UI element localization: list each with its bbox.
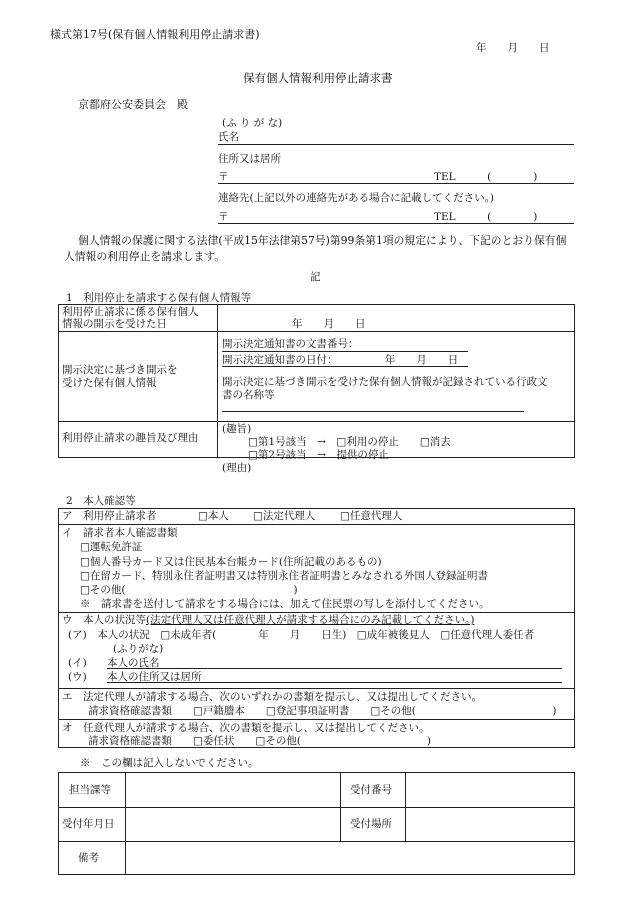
purpose-option-2[interactable]: □第2号該当 → 提供の停止 [248, 449, 389, 461]
addressee: 京都府公安委員会 殿 [78, 98, 188, 111]
doc-number-field[interactable] [222, 351, 468, 352]
id-doc-option[interactable]: □個人番号カード又は住民基本台帳カード(住所記載のあるもの) [80, 556, 382, 568]
receipt-number-label: 受付番号 [350, 784, 392, 796]
voluntary-agent-label: オ 任意代理人が請求する場合、次の書類を提示し、又は提出してください。 [62, 722, 430, 734]
intro-line-1: 個人情報の保護に関する法律(平成15年法律第57号)第99条第1項の規定により、下記のとおり保有個 [78, 234, 567, 247]
shushi-label: (趣旨) [222, 423, 252, 435]
voluntary-agent-docs[interactable]: 請求資格確認書類 □委任状 □その他( ) [88, 735, 432, 747]
id-doc-option[interactable]: □在留カード、特別永住者証明書又は特別永住者証明書とみなされる外国人登録証明書 [80, 570, 488, 582]
contact-label: 連絡先(上記以外の連絡先がある場合に記載してください。) [218, 192, 494, 204]
page-title: 保有個人情報利用停止請求書 [243, 71, 393, 85]
tel-label: TEL ( ) [434, 171, 538, 183]
furigana-label: (ふ り が な) [222, 117, 283, 129]
doc-date-field[interactable] [222, 366, 468, 367]
row2-label-2: 受けた保有個人情報 [62, 377, 157, 389]
postal-mark-2: 〒 [218, 211, 229, 223]
principal-address-label: 本人の住所又は居所 [107, 671, 202, 683]
receipt-place-label: 受付場所 [350, 818, 392, 830]
row1-date[interactable]: 年 月 日 [292, 318, 366, 330]
id-doc-note: ※ 請求書を送付して請求をする場合には、加えて住民票の写しを添付してください。 [80, 598, 490, 610]
doc-date-label: 開示決定通知書の日付： 年 月 日 [222, 354, 459, 366]
row1-label-1: 利用停止請求に係る保有個人 [62, 306, 199, 318]
doc-name-field[interactable] [222, 411, 524, 412]
principal-name-label: 本人の氏名 [107, 657, 160, 669]
id-doc-option[interactable]: □運転免許証 [80, 541, 143, 553]
form-number: 様式第17号(保有個人情報利用停止請求書) [50, 28, 260, 41]
section1-heading: 1 利用停止を請求する保有個人情報等 [66, 292, 252, 304]
contact-field[interactable] [218, 223, 574, 224]
requester-type-self[interactable]: □本人 [198, 510, 229, 522]
ki-mark: 記 [310, 271, 321, 283]
id-docs-label: イ 請求者本人確認書類 [62, 527, 178, 539]
office-use-table [58, 772, 575, 875]
dept-label: 担当課等 [69, 784, 111, 796]
legal-agent-docs[interactable]: 請求資格確認書類 □戸籍謄本 □登記事項証明書 □その他( ) [88, 705, 557, 717]
principal-status-options[interactable]: (ア) 本人の状況 □未成年者( 年 月 日生) □成年被後見人 □任意代理人委任者 [68, 629, 535, 641]
name-label: 氏名 [218, 131, 239, 143]
purpose-option-1[interactable]: □第1号該当 → □利用の停止 □消去 [248, 436, 451, 448]
intro-line-2: 人情報の利用停止を請求します。 [64, 250, 226, 263]
requester-type-legal[interactable]: □法定代理人 [253, 510, 316, 522]
name-field[interactable] [218, 144, 574, 145]
address-field[interactable] [218, 183, 574, 184]
requester-type-label: ア 利用停止請求者 [62, 510, 157, 522]
principal-address-field[interactable] [107, 682, 562, 683]
principal-furigana-label: (ふりがな) [113, 643, 164, 655]
riyu-label: (理由) [222, 462, 252, 474]
id-doc-option[interactable]: □その他( ) [80, 584, 298, 596]
date-line: 年 月 日 [476, 42, 550, 54]
section2-heading: 2 本人確認等 [66, 495, 136, 507]
doc-desc-1: 開示決定に基づき開示を受けた保有個人情報が記録されている行政文 [222, 376, 548, 388]
doc-number-label: 開示決定通知書の文書番号： [222, 338, 359, 350]
principal-name-prefix: (イ) [68, 657, 87, 669]
address-label: 住所又は居所 [218, 153, 281, 165]
doc-desc-2: 書の名称等 [222, 389, 275, 401]
row2-label-1: 開示決定に基づき開示を [62, 364, 178, 376]
principal-status-label: ウ 本人の状況等(法定代理人又は任意代理人が請求する場合にのみ記載してください。) [62, 614, 475, 626]
tel-label-2: TEL ( ) [434, 211, 538, 223]
principal-name-field[interactable] [107, 668, 562, 669]
requester-type-voluntary[interactable]: □任意代理人 [340, 510, 403, 522]
legal-agent-label: エ 法定代理人が請求する場合、次のいずれかの書類を提示し、又は提出してください。 [62, 691, 482, 703]
postal-mark: 〒 [218, 171, 229, 183]
row3-label: 利用停止請求の趣旨及び理由 [62, 432, 199, 444]
principal-address-prefix: (ウ) [68, 671, 87, 683]
row1-label-2: 情報の開示を受けた日 [62, 318, 167, 330]
remarks-label: 備考 [78, 852, 99, 864]
office-use-note: ※ この欄は記入しないでください。 [80, 757, 259, 769]
receipt-date-label: 受付年月日 [62, 818, 115, 830]
